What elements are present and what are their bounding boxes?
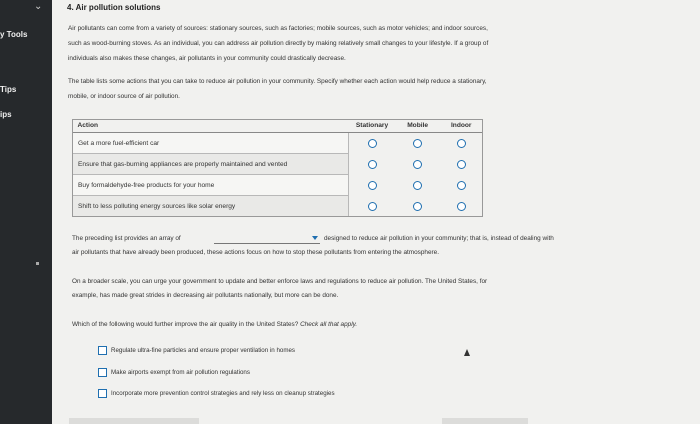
- sidebar-marker: [36, 262, 39, 265]
- broader-line1: On a broader scale, you can urge your government to update and better enforce laws and regulations to reduce air pollution. The United States, for: [72, 278, 488, 285]
- col-header-mobile: Mobile: [396, 119, 440, 133]
- radio-indoor[interactable]: [457, 160, 466, 169]
- radio-mobile[interactable]: [413, 181, 422, 190]
- radio-mobile[interactable]: [413, 202, 422, 211]
- action-label: Shift to less polluting energy sources like solar energy: [73, 196, 349, 217]
- approach-dropdown[interactable]: [214, 235, 320, 244]
- radio-stationary[interactable]: [368, 160, 377, 169]
- mouse-cursor-icon: [464, 349, 470, 356]
- radio-indoor[interactable]: [457, 139, 466, 148]
- checkbox-prompt: Which of the following would further improve the air quality in the United States? Check all that apply.: [72, 321, 358, 328]
- table-intro: The table lists some actions that you can take to reduce air pollution in your community. Specify whether each action would help reduce a stationary, mobile, or indoor source of air pollution.: [68, 78, 487, 100]
- question-heading: 4. Air pollution solutions: [67, 3, 161, 12]
- checkbox[interactable]: [98, 368, 107, 377]
- radio-stationary[interactable]: [368, 139, 377, 148]
- col-header-stationary: Stationary: [348, 119, 396, 133]
- radio-stationary[interactable]: [368, 181, 377, 190]
- radio-mobile[interactable]: [413, 160, 422, 169]
- chevron-down-icon[interactable]: ⌄: [34, 1, 43, 12]
- action-label: Get a more fuel-efficient car: [73, 133, 349, 154]
- option-label: Incorporate more prevention control strategies and rely less on cleanup strategies: [111, 390, 335, 398]
- caret-down-icon: [312, 236, 318, 240]
- radio-stationary[interactable]: [368, 202, 377, 211]
- table-row: [73, 196, 484, 217]
- radio-mobile[interactable]: [413, 139, 422, 148]
- question-panel: [52, 0, 700, 424]
- option-row[interactable]: [98, 346, 295, 355]
- checkbox[interactable]: [98, 346, 107, 355]
- preceding-text-line2: air pollutants that have already been produced, these actions focus on how to stop these pollutants from entering the atmosphere.: [72, 249, 439, 256]
- col-header-indoor: Indoor: [439, 119, 483, 133]
- table-row: [73, 154, 484, 175]
- radio-indoor[interactable]: [457, 202, 466, 211]
- preceding-text-end: designed to reduce air pollution in your community; that is, instead of dealing with: [324, 235, 554, 242]
- action-label: Ensure that gas-burning appliances are properly maintained and vented: [73, 154, 349, 175]
- intro-paragraph: Air pollutants can come from a variety of sources: stationary sources, such as factories; mobile sources, such as motor vehicles; and indoor sources, such as wood-burning stoves. As an individual, you can address air pollution directly by making relatively small changes to your lifestyle. If a group of individuals also makes these changes, air pollutants in your community could drastically decrease.: [68, 25, 489, 62]
- option-label: Regulate ultra-fine particles and ensure proper ventilation in homes: [111, 347, 296, 355]
- sidebar-item-tools[interactable]: y Tools: [0, 30, 28, 39]
- broader-line2: example, has made great strides in decreasing air pollutants nationally, but more can be done.: [72, 292, 339, 299]
- option-row[interactable]: [98, 389, 335, 398]
- prompt-hint: Check all that apply.: [300, 321, 358, 328]
- option-label: Make airports exempt from air pollution regulations: [111, 369, 250, 377]
- col-header-action: Action: [73, 119, 349, 133]
- bottom-toolbar-right: [442, 418, 528, 424]
- action-label: Buy formaldehyde-free products for your home: [73, 175, 349, 196]
- table-row: [73, 175, 484, 196]
- table-row: [73, 133, 484, 154]
- sidebar-item-ips[interactable]: ips: [0, 110, 12, 119]
- radio-indoor[interactable]: [457, 181, 466, 190]
- source-table: [72, 119, 483, 217]
- sidebar-item-tips[interactable]: Tips: [0, 85, 17, 94]
- sidebar: [0, 0, 52, 424]
- bottom-toolbar-left: [69, 418, 199, 424]
- checkbox[interactable]: [98, 389, 107, 398]
- preceding-text-start: The preceding list provides an array of: [72, 235, 181, 242]
- option-row[interactable]: [98, 368, 250, 377]
